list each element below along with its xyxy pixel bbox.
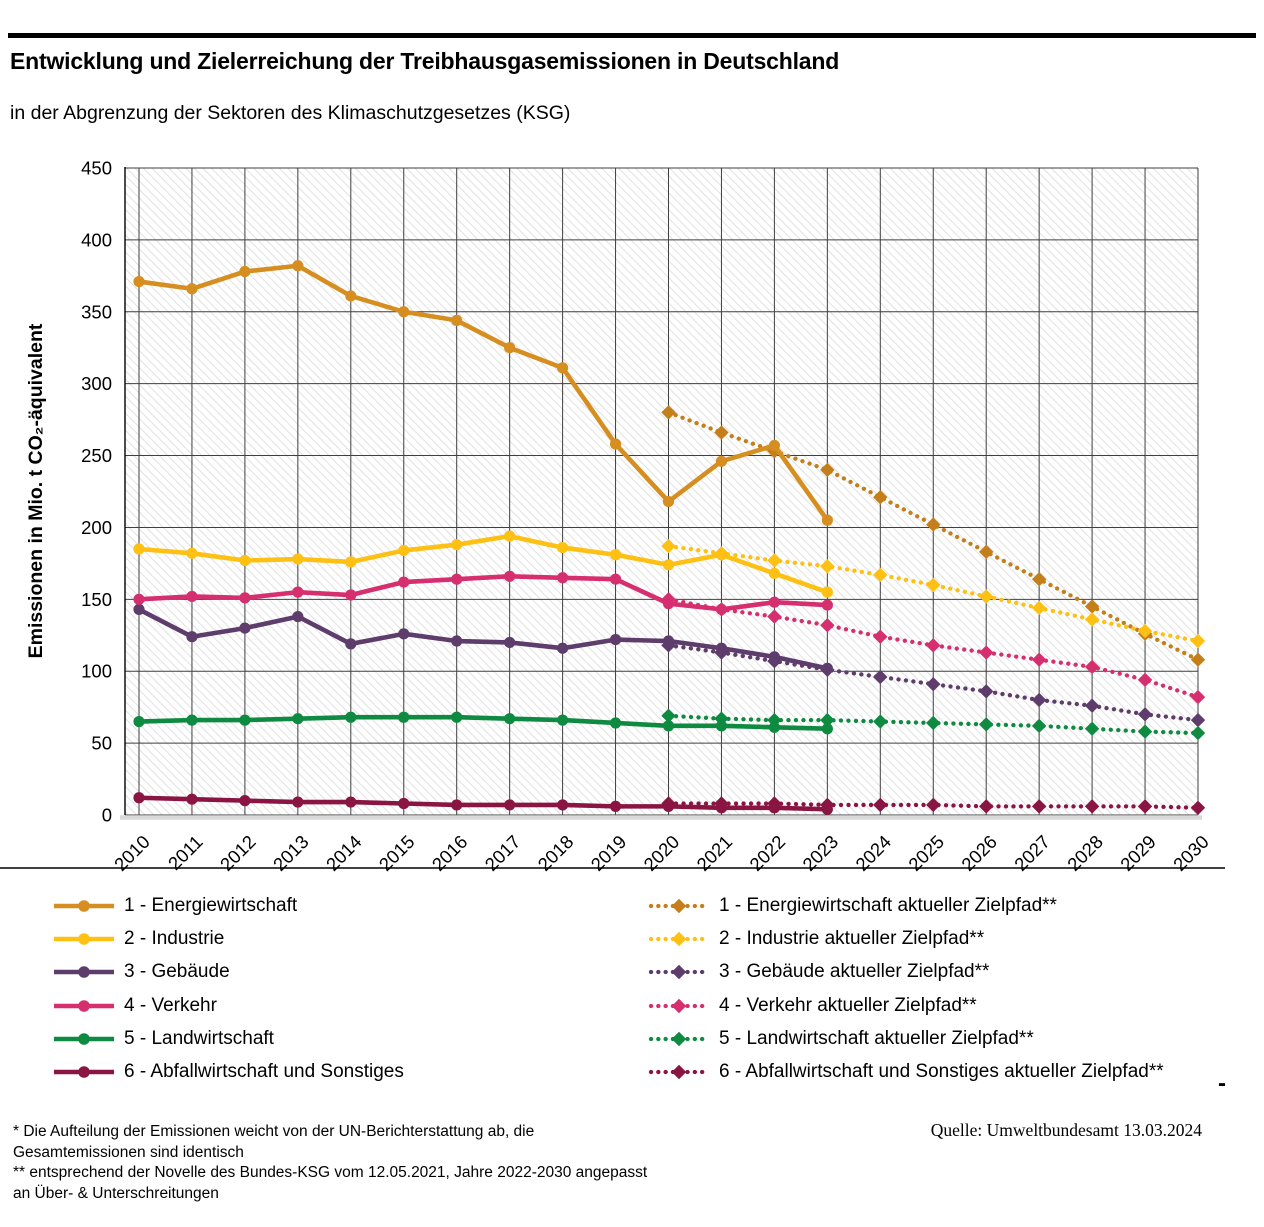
legend-marker — [648, 896, 710, 916]
series-marker-circle — [822, 587, 833, 598]
series-marker-circle — [557, 362, 568, 373]
y-tick-label: 100 — [81, 660, 112, 682]
series-marker-circle — [133, 594, 144, 605]
series-marker-circle — [292, 553, 303, 564]
series-marker-circle — [663, 635, 674, 646]
footnote-line: ** entsprechend der Novelle des Bundes-KSG vom 12.05.2021, Jahre 2022-2030 angepasst — [13, 1164, 648, 1181]
x-tick-label: 2010 — [109, 830, 154, 875]
x-tick-label: 2028 — [1062, 830, 1107, 875]
y-tick-label: 350 — [81, 301, 112, 323]
series-marker-circle — [133, 604, 144, 615]
series-marker-circle — [769, 722, 780, 733]
series-marker-circle — [292, 260, 303, 271]
emissions-chart — [0, 150, 1264, 880]
series-marker-circle — [451, 315, 462, 326]
series-marker-circle — [292, 796, 303, 807]
series-marker-circle — [451, 712, 462, 723]
series-marker-circle — [398, 306, 409, 317]
legend-item — [53, 922, 404, 955]
series-marker-circle — [451, 574, 462, 585]
series-marker-circle — [239, 555, 250, 566]
series-marker-circle — [610, 801, 621, 812]
series-marker-circle — [186, 794, 197, 805]
series-marker-circle — [822, 723, 833, 734]
legend-item-label: 6 - Abfallwirtschaft und Sonstiges aktueller Zielpfad** — [719, 1061, 1164, 1083]
footnote-line: an Über- & Unterschreitungen — [13, 1184, 219, 1202]
series-marker-circle — [716, 456, 727, 467]
series-marker-circle — [345, 796, 356, 807]
footnotes — [13, 1122, 673, 1204]
x-tick-label: 2023 — [798, 830, 843, 875]
series-marker-circle — [822, 599, 833, 610]
legend-item — [648, 889, 1164, 922]
y-tick-label: 200 — [81, 516, 112, 538]
legend-item — [53, 1022, 404, 1055]
series-marker-circle — [504, 713, 515, 724]
legend-item-label: 3 - Gebäude aktueller Zielpfad** — [719, 961, 990, 983]
series-marker-circle — [292, 587, 303, 598]
series-marker-circle — [557, 799, 568, 810]
series-marker-circle — [345, 638, 356, 649]
x-tick-label: 2015 — [374, 830, 419, 875]
y-tick-label: 50 — [91, 732, 112, 754]
series-marker-circle — [663, 801, 674, 812]
x-tick-label: 2024 — [851, 830, 896, 875]
series-marker-circle — [398, 576, 409, 587]
series-marker-circle — [716, 720, 727, 731]
series-marker-circle — [716, 604, 727, 615]
series-marker-circle — [186, 283, 197, 294]
y-tick-label: 250 — [81, 445, 112, 467]
series-marker-circle — [451, 799, 462, 810]
legend-marker — [648, 1062, 710, 1082]
series-marker-circle — [504, 342, 515, 353]
legend-item — [53, 1055, 404, 1088]
legend-marker — [53, 962, 115, 982]
legend-column-target — [648, 889, 1164, 1089]
series-marker-circle — [451, 635, 462, 646]
series-marker-circle — [769, 651, 780, 662]
legend-item-label: 1 - Energiewirtschaft aktueller Zielpfad** — [719, 894, 1057, 916]
y-axis-title: Emissionen in Mio. t CO₂-äquivalent — [25, 323, 47, 659]
legend-item-label: 4 - Verkehr aktueller Zielpfad** — [719, 994, 977, 1016]
footnote-line: Gesamtemissionen sind identisch — [13, 1143, 244, 1161]
legend-item — [648, 922, 1164, 955]
series-marker-circle — [769, 597, 780, 608]
chart-title: Entwicklung und Zielerreichung der Treibhausgasemissionen in Deutschland — [10, 48, 840, 74]
legend-item-label: 3 - Gebäude — [124, 961, 230, 983]
series-marker-circle — [610, 438, 621, 449]
legend-marker — [648, 962, 710, 982]
series-marker-circle — [239, 715, 250, 726]
series-marker-circle — [716, 802, 727, 813]
x-tick-label: 2022 — [745, 830, 790, 875]
y-tick-label: 0 — [101, 804, 112, 826]
x-tick-label: 2012 — [215, 830, 260, 875]
legend-item-label: 4 - Verkehr — [124, 994, 217, 1016]
legend-item-label: 2 - Industrie aktueller Zielpfad** — [719, 927, 985, 949]
x-tick-label: 2029 — [1115, 830, 1160, 875]
series-marker-circle — [398, 545, 409, 556]
y-tick-label: 300 — [81, 373, 112, 395]
series-marker-circle — [610, 634, 621, 645]
legend-marker — [53, 929, 115, 949]
series-marker-circle — [504, 530, 515, 541]
series-marker-circle — [398, 798, 409, 809]
legend-item-label: 5 - Landwirtschaft — [124, 1027, 274, 1049]
series-marker-circle — [239, 266, 250, 277]
x-tick-label: 2021 — [692, 830, 737, 875]
series-marker-circle — [716, 643, 727, 654]
series-marker-circle — [663, 598, 674, 609]
series-marker-circle — [398, 628, 409, 639]
series-marker-circle — [663, 496, 674, 507]
series-marker-circle — [398, 712, 409, 723]
series-marker-circle — [345, 712, 356, 723]
series-marker-circle — [345, 290, 356, 301]
legend-item-label: 5 - Landwirtschaft aktueller Zielpfad** — [719, 1027, 1034, 1049]
x-tick-label: 2017 — [480, 830, 525, 875]
legend-marker — [648, 929, 710, 949]
legend-item — [53, 989, 404, 1022]
series-marker-circle — [557, 643, 568, 654]
series-marker-circle — [186, 631, 197, 642]
legend-item — [53, 889, 404, 922]
footnote-line: * Die Aufteilung der Emissionen weicht von der UN-Berichterstattung ab, die — [13, 1123, 535, 1140]
x-tick-label: 2019 — [586, 830, 631, 875]
legend-item — [648, 956, 1164, 989]
legend-marker — [53, 996, 115, 1016]
series-marker-circle — [822, 804, 833, 815]
x-tick-label: 2025 — [904, 830, 949, 875]
y-tick-label: 400 — [81, 229, 112, 251]
series-marker-circle — [345, 556, 356, 567]
x-tick-label: 2016 — [427, 830, 472, 875]
series-marker-circle — [292, 713, 303, 724]
x-tick-label: 2027 — [1010, 830, 1054, 875]
series-marker-circle — [186, 715, 197, 726]
series-marker-circle — [133, 716, 144, 727]
source-note: Quelle: Umweltbundesamt 13.03.2024 — [930, 1120, 1202, 1140]
legend-item-label: 6 - Abfallwirtschaft und Sonstiges — [124, 1061, 404, 1083]
series-marker-circle — [133, 543, 144, 554]
series-marker-circle — [557, 572, 568, 583]
legend-marker — [53, 896, 115, 916]
series-marker-circle — [610, 549, 621, 560]
series-marker-circle — [557, 542, 568, 553]
series-marker-circle — [504, 799, 515, 810]
series-marker-circle — [133, 792, 144, 803]
series-marker-circle — [239, 622, 250, 633]
x-tick-label: 2018 — [533, 830, 578, 875]
series-marker-circle — [292, 611, 303, 622]
series-marker-circle — [239, 795, 250, 806]
x-tick-label: 2013 — [268, 830, 313, 875]
legend-item-label: 1 - Energiewirtschaft — [124, 894, 298, 916]
legend-end-dash: - — [1218, 1070, 1226, 1097]
series-marker-circle — [345, 589, 356, 600]
series-marker-circle — [186, 591, 197, 602]
legend-item-label: 2 - Industrie — [124, 927, 225, 949]
series-marker-circle — [663, 559, 674, 570]
legend-marker — [53, 1029, 115, 1049]
x-tick-label: 2030 — [1168, 830, 1213, 875]
legend-column-actual — [53, 889, 404, 1089]
series-marker-circle — [610, 574, 621, 585]
series-marker-circle — [610, 717, 621, 728]
series-marker-circle — [769, 568, 780, 579]
series-marker-circle — [239, 592, 250, 603]
series-marker-circle — [769, 802, 780, 813]
x-tick-label: 2020 — [639, 830, 684, 875]
series-marker-circle — [133, 276, 144, 287]
legend-item — [648, 1022, 1164, 1055]
series-marker-circle — [822, 515, 833, 526]
legend-marker — [53, 1062, 115, 1082]
x-tick-label: 2011 — [163, 830, 207, 874]
series-marker-circle — [769, 440, 780, 451]
y-tick-label: 450 — [81, 157, 112, 179]
x-tick-label: 2026 — [957, 830, 1002, 875]
legend-item — [648, 1055, 1164, 1088]
legend-item — [648, 989, 1164, 1022]
series-marker-circle — [822, 663, 833, 674]
y-tick-label: 150 — [81, 588, 112, 610]
legend-marker — [648, 1029, 710, 1049]
series-marker-circle — [186, 548, 197, 559]
series-marker-circle — [504, 571, 515, 582]
chart-subtitle: in der Abgrenzung der Sektoren des Klimaschutzgesetzes (KSG) — [10, 102, 571, 124]
x-tick-label: 2014 — [321, 830, 366, 875]
title-rule — [8, 33, 1256, 38]
series-marker-circle — [557, 715, 568, 726]
series-marker-circle — [716, 549, 727, 560]
series-marker-circle — [451, 539, 462, 550]
series-marker-circle — [504, 637, 515, 648]
legend-item — [53, 956, 404, 989]
series-marker-circle — [663, 720, 674, 731]
legend-marker — [648, 996, 710, 1016]
